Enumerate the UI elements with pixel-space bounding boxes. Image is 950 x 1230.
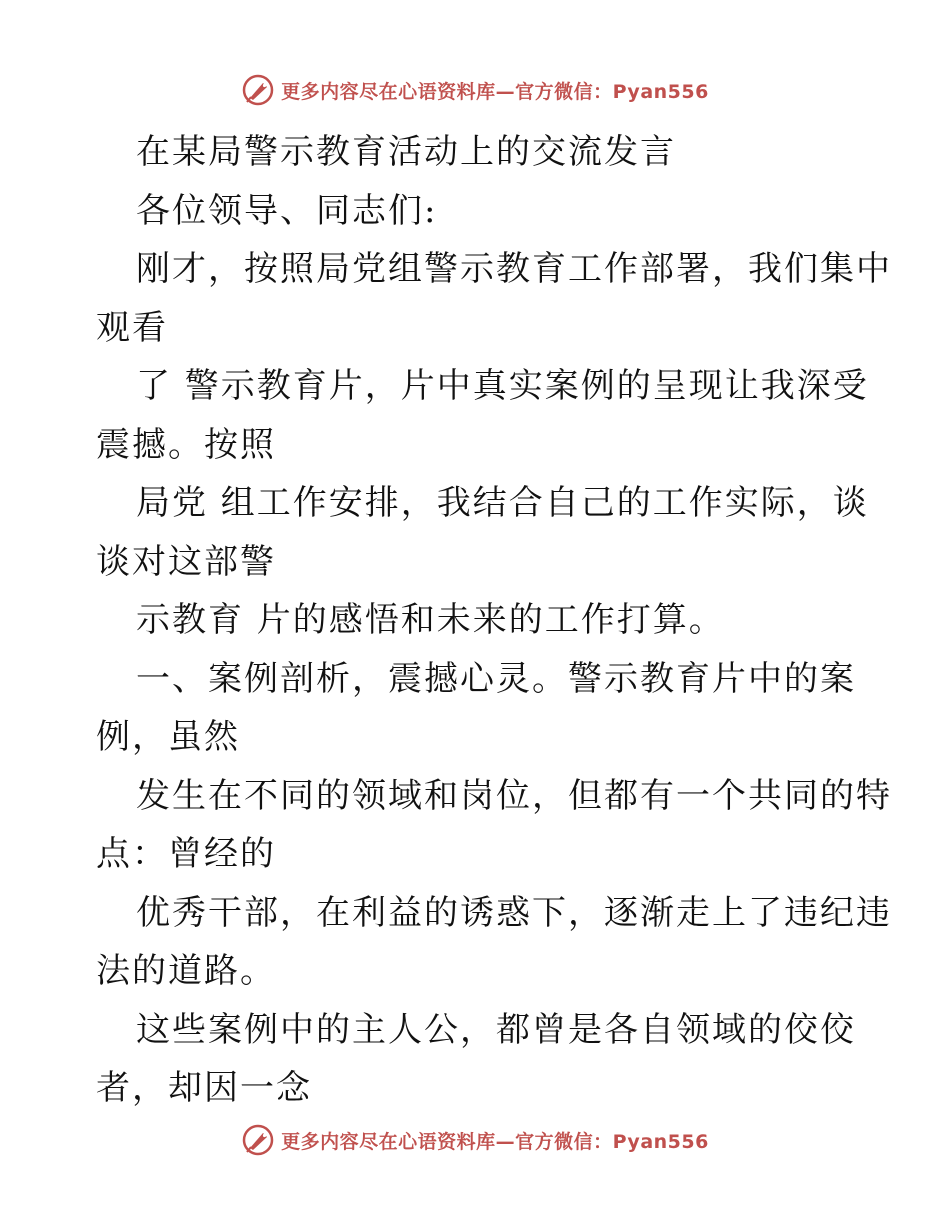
document-line: 震撼。按照 [96,424,276,465]
document-line: 局党 组工作安排，我结合自己的工作实际，谈 [136,483,869,523]
document-line: 发生在不同的领域和岗位，但都有一个共同的特 [136,775,892,816]
document-line: 刚才，按照局党组警示教育工作部署，我们集中 [136,249,892,289]
document-line: 点：曾经的 [96,834,276,874]
document-line: 在某局警示教育活动上的交流发言 [136,132,676,172]
document-line: 观看 [96,307,168,348]
document-line: 法的道路。 [96,951,276,991]
document-line: 各位领导、同志们: [136,190,438,231]
pen-nib-logo-icon [241,1123,275,1157]
document-line: 优秀干部，在利益的诱惑下，逐渐走上了违纪违 [136,892,892,933]
document-line: 这些案例中的主人公，都曾是各自领域的佼佼 [136,1009,856,1050]
header-banner [0,70,950,110]
footer-banner-inner [241,1123,709,1157]
footer-banner [0,1120,950,1160]
document-line: 者，却因一念 [96,1068,312,1108]
pen-nib-logo-icon [241,73,275,107]
document-line: 示教育 片的感悟和未来的工作打算。 [136,600,725,640]
document-line: 一、案例剖析，震撼心灵。警示教育片中的案 [136,658,856,699]
document-body [96,123,892,1118]
header-banner-inner [241,73,709,107]
document-line: 例，虽然 [96,717,240,757]
footer-banner-text: 更多内容尽在心语资料库—官方微信：Pyan556 [281,1130,709,1153]
document-line: 了 警示教育片，片中真实案例的呈现让我深受 [136,366,869,406]
header-banner-text: 更多内容尽在心语资料库—官方微信：Pyan556 [281,80,709,103]
document-line: 谈对这部警 [96,541,276,582]
